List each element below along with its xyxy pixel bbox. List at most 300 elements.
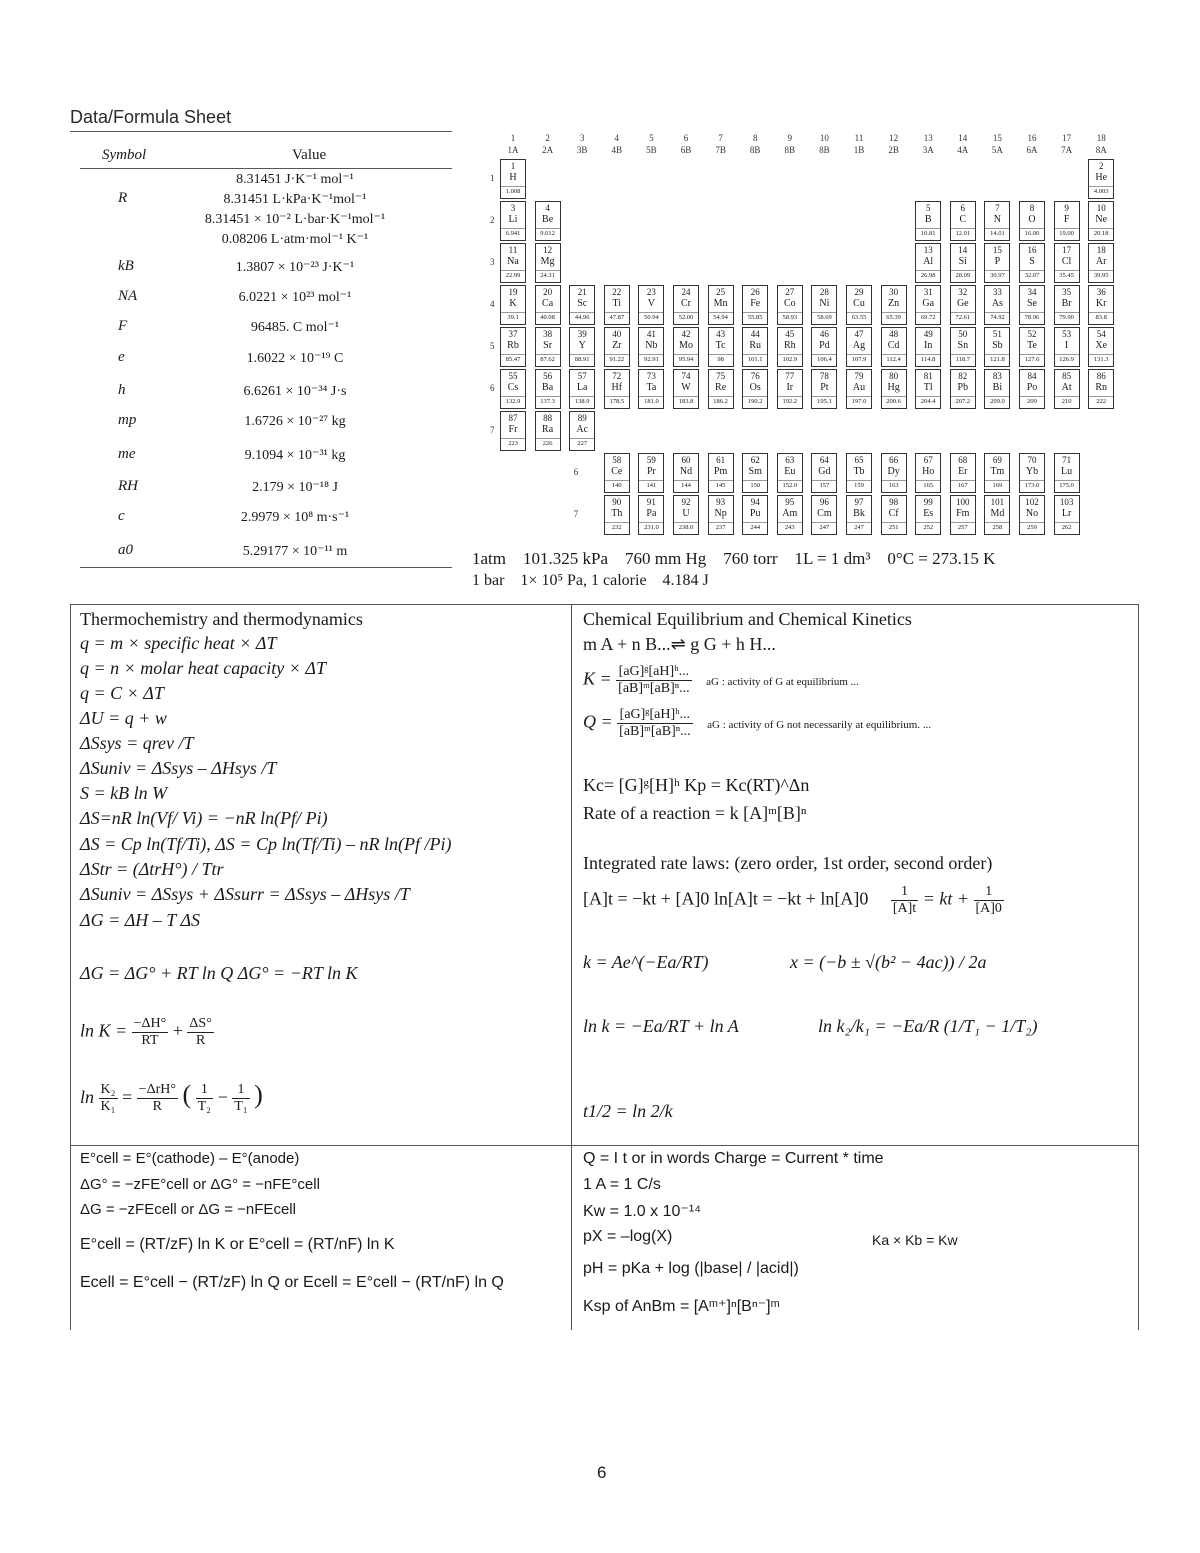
element-symbol: Na <box>507 256 519 267</box>
element-symbol: Hf <box>611 382 623 393</box>
atomic-mass: 223 <box>501 438 525 449</box>
element-cell <box>708 327 734 367</box>
element-cell <box>500 159 526 199</box>
atomic-mass: 24.31 <box>536 270 560 281</box>
atomic-number: 62 <box>750 455 760 465</box>
element-cell <box>915 285 941 325</box>
element-symbol: As <box>991 298 1003 309</box>
atomic-mass: 26.98 <box>916 270 940 281</box>
element-cell <box>811 453 837 493</box>
element-cell <box>881 453 907 493</box>
atomic-number: 9 <box>1064 203 1069 213</box>
group-number: 11 <box>854 133 864 143</box>
element-cell <box>1088 243 1114 283</box>
thermo-formula-line: ΔSuniv = ΔSsys – ΔHsys /T <box>80 758 277 778</box>
minus-sign: − <box>217 1087 228 1107</box>
atomic-number: 53 <box>1062 329 1072 339</box>
element-cell <box>604 285 630 325</box>
f-block-row-label: 7 <box>573 509 579 519</box>
constant-value: 8.31451 × 10⁻² L·bar·K⁻¹mol⁻¹ <box>204 212 386 227</box>
element-cell <box>984 369 1010 409</box>
element-symbol: He <box>1095 172 1108 183</box>
element-cell <box>535 201 561 241</box>
atomic-mass: 157 <box>812 480 836 491</box>
atomic-number: 54 <box>1096 329 1106 339</box>
element-symbol: Pd <box>819 340 830 351</box>
frac-den: [A]t <box>892 901 917 916</box>
atomic-mass: 259 <box>1020 522 1044 533</box>
atomic-number: 102 <box>1025 497 1039 507</box>
electrochem-formula-line: E°cell = (RT/zF) ln K or E°cell = (RT/nF) ln K <box>80 1236 395 1253</box>
atomic-mass: 65.39 <box>882 312 906 323</box>
frac-den: [aB]ᵐ[aB]ⁿ... <box>618 681 690 696</box>
atomic-mass: 251 <box>882 522 906 533</box>
constant-value: 1.6726 × 10⁻²⁷ kg <box>244 414 346 429</box>
group-number: 18 <box>1096 133 1106 143</box>
element-symbol: Tl <box>923 382 933 393</box>
period-number: 6 <box>490 383 495 393</box>
atomic-number: 19 <box>508 287 518 297</box>
integrated-rate-laws <box>583 884 1004 917</box>
atomic-number: 84 <box>1027 371 1037 381</box>
thermo-formula-line: q = n × molar heat capacity × ΔT <box>80 658 326 678</box>
element-symbol: Tb <box>853 466 865 477</box>
atomic-number: 37 <box>508 329 518 339</box>
frac-den: [aB]ᵐ[aB]ⁿ... <box>619 724 691 739</box>
thermo-formula-line: ΔSuniv = ΔSsys + ΔSsurr = ΔSsys – ΔHsys /T <box>80 884 410 904</box>
period-number: 5 <box>490 341 495 351</box>
element-cell <box>915 495 941 535</box>
element-cell <box>742 453 768 493</box>
group-number: 12 <box>889 133 899 143</box>
element-symbol: Cd <box>887 340 900 351</box>
element-cell <box>742 495 768 535</box>
element-cell <box>569 327 595 367</box>
group-label: 8B <box>749 145 761 155</box>
element-cell <box>950 369 976 409</box>
constant-value: 8.31451 J·K⁻¹ mol⁻¹ <box>236 172 354 187</box>
atomic-mass: 58.69 <box>812 312 836 323</box>
element-cell <box>984 243 1010 283</box>
element-cell <box>569 285 595 325</box>
element-cell <box>915 243 941 283</box>
quadratic-formula: x = (−b ± √(b² − 4ac)) / 2a <box>790 952 987 972</box>
element-symbol: Ca <box>542 298 554 309</box>
element-cell <box>1019 243 1045 283</box>
element-symbol: Ag <box>852 340 866 351</box>
element-cell <box>1054 285 1080 325</box>
atomic-mass: 192.2 <box>778 396 802 407</box>
constant-symbol: me <box>118 446 136 462</box>
page-number: 6 <box>597 1463 607 1482</box>
rate-law: Rate of a reaction = k [A]ᵐ[B]ⁿ <box>583 803 807 823</box>
element-symbol: Ru <box>749 340 762 351</box>
element-symbol: K <box>509 298 517 309</box>
element-cell <box>569 369 595 409</box>
element-cell <box>535 369 561 409</box>
element-cell <box>708 453 734 493</box>
zero-first-order: [A]t = −kt + [A]0 ln[A]t = −kt + ln[A]0 <box>583 888 869 909</box>
constant-value: 2.9979 × 10⁸ m·s⁻¹ <box>240 510 350 525</box>
atomic-number: 49 <box>923 329 933 339</box>
element-cell <box>777 453 803 493</box>
atomic-mass: 131.3 <box>1089 354 1113 365</box>
frac-den: K₁ <box>100 1099 116 1115</box>
element-symbol: Dy <box>887 466 900 477</box>
element-cell <box>811 285 837 325</box>
atomic-mass: 47.87 <box>605 312 629 323</box>
element-cell <box>1019 201 1045 241</box>
element-symbol: Te <box>1027 340 1037 351</box>
element-cell <box>742 285 768 325</box>
constant-value: 1.6022 × 10⁻¹⁹ C <box>246 351 344 366</box>
atomic-mass: 237 <box>709 522 733 533</box>
frac-num: [aG]ᵍ[aH]ʰ... <box>617 707 693 724</box>
element-symbol: B <box>924 214 932 225</box>
element-symbol: Cs <box>507 382 519 393</box>
atomic-number: 43 <box>716 329 726 339</box>
element-symbol: Y <box>578 340 586 351</box>
header-value: Value <box>292 147 327 163</box>
element-cell <box>1054 327 1080 367</box>
atomic-mass: 186.2 <box>709 396 733 407</box>
arrhenius-log-form: ln k = −Ea/RT + ln A <box>583 1016 739 1036</box>
group-number: 2 <box>545 133 550 143</box>
vant-hoff-1-fraction-1 <box>132 1016 169 1049</box>
atomic-mass: 1.008 <box>501 186 525 197</box>
frac-num: 1 <box>196 1082 213 1099</box>
acid-base-formula-line: Ksp of AnBm = [Aᵐ⁺]ⁿ[Bⁿ⁻]ᵐ <box>583 1298 780 1315</box>
atomic-mass: 14.01 <box>985 228 1009 239</box>
equals-sign: = <box>122 1087 133 1107</box>
atomic-number: 88 <box>543 413 553 423</box>
atomic-number: 35 <box>1062 287 1072 297</box>
constant-value: 6.6261 × 10⁻³⁴ J·s <box>243 384 347 399</box>
group-label: 2B <box>888 145 899 155</box>
atomic-number: 59 <box>646 455 656 465</box>
element-cell <box>1054 495 1080 535</box>
element-cell <box>984 327 1010 367</box>
atomic-number: 25 <box>716 287 726 297</box>
element-symbol: Er <box>958 466 968 477</box>
atomic-mass: 35.45 <box>1055 270 1079 281</box>
electrochem-formula-line: E°cell = E°(cathode) – E°(anode) <box>80 1150 300 1167</box>
element-cell <box>881 327 907 367</box>
atomic-mass: 207.2 <box>951 396 975 407</box>
atomic-number: 81 <box>923 371 933 381</box>
atomic-number: 34 <box>1027 287 1037 297</box>
frac-num: 1 <box>891 884 918 901</box>
element-symbol: C <box>959 214 967 225</box>
atomic-number: 57 <box>577 371 587 381</box>
element-cell <box>950 495 976 535</box>
constant-symbol: NA <box>118 288 138 304</box>
element-cell <box>535 411 561 451</box>
atomic-mass: 72.61 <box>951 312 975 323</box>
k-ratio-fraction <box>99 1082 118 1115</box>
atomic-mass: 238.0 <box>674 522 698 533</box>
element-symbol: Co <box>783 298 796 309</box>
group-label: 1B <box>853 145 865 155</box>
electrochem-formula-line: ΔG = −zFEcell or ΔG = −nFEcell <box>80 1201 296 1218</box>
atomic-mass: 91.22 <box>605 354 629 365</box>
atomic-number: 46 <box>819 329 829 339</box>
group-label: 2A <box>542 145 554 155</box>
atomic-number: 13 <box>923 245 933 255</box>
element-cell <box>777 369 803 409</box>
element-symbol: Re <box>715 382 727 393</box>
element-symbol: Cm <box>817 508 832 519</box>
element-symbol: Rb <box>507 340 519 351</box>
period-number: 1 <box>490 173 495 183</box>
atomic-mass: 244 <box>743 522 767 533</box>
atomic-number: 8 <box>1029 203 1035 213</box>
element-cell <box>950 243 976 283</box>
frac-den: RT <box>141 1033 159 1048</box>
atomic-number: 71 <box>1062 455 1072 465</box>
atomic-mass: 52.00 <box>674 312 698 323</box>
group-number: 14 <box>958 133 968 143</box>
vant-hoff-1-lhs: ln K = <box>80 1020 128 1041</box>
period-number: 7 <box>490 425 495 435</box>
atomic-number: 70 <box>1027 455 1037 465</box>
group-number: 5 <box>649 133 654 143</box>
thermo-formula-line: ΔG = ΔG° + RT ln Q ΔG° = −RT ln K <box>80 963 358 983</box>
atomic-number: 93 <box>716 497 726 507</box>
element-symbol: Ti <box>612 298 622 309</box>
element-symbol: Ge <box>956 298 969 309</box>
atomic-mass: 32.07 <box>1020 270 1044 281</box>
atomic-mass: 6.941 <box>501 228 525 239</box>
thermo-formula-line: ΔS = Cp ln(Tf/Ti), ΔS = Cp ln(Tf/Ti) – nR ln(Pf /Pi) <box>80 834 452 854</box>
atomic-mass: 22.99 <box>501 270 525 281</box>
unit-conversions-line-1: 1atm 101.325 kPa 760 mm Hg 760 torr 1L = 1 dm³ 0°C = 273.15 K <box>472 549 996 568</box>
element-symbol: Cl <box>1061 256 1072 267</box>
element-symbol: Th <box>611 508 623 519</box>
atomic-number: 18 <box>1096 245 1106 255</box>
acid-base-formula-line: Q = I t or in words Charge = Current * time <box>583 1150 884 1167</box>
constant-symbol: R <box>118 190 128 206</box>
element-cell <box>984 285 1010 325</box>
element-symbol: I <box>1064 340 1069 351</box>
electrochem-formula-line: ΔG° = −zFE°cell or ΔG° = −nFE°cell <box>80 1176 320 1193</box>
atomic-mass: 226 <box>536 438 560 449</box>
element-cell <box>811 327 837 367</box>
thermo-formula-line: ΔU = q + w <box>80 708 167 728</box>
atomic-mass: 145 <box>709 480 733 491</box>
atomic-mass: 20.18 <box>1089 228 1113 239</box>
group-label: 6B <box>680 145 692 155</box>
element-symbol: Fr <box>508 424 518 435</box>
frac-den: T₁ <box>234 1099 248 1115</box>
element-symbol: Kr <box>1095 298 1107 309</box>
atomic-mass: 200.6 <box>882 396 906 407</box>
thermo-formula-line: ΔS=nR ln(Vf/ Vi) = −nR ln(Pf/ Pi) <box>80 808 328 828</box>
thermo-formula-line: ΔStr = (ΔtrH°) / Ttr <box>80 859 224 879</box>
atomic-mass: 232 <box>605 522 629 533</box>
f-block-row-label: 6 <box>573 467 579 477</box>
element-symbol: Br <box>1061 298 1072 309</box>
atomic-number: 20 <box>543 287 553 297</box>
atomic-mass: 169 <box>985 480 1009 491</box>
element-cell <box>673 495 699 535</box>
atomic-mass: 197.0 <box>847 396 871 407</box>
atomic-mass: 98 <box>709 354 733 365</box>
element-cell <box>1088 285 1114 325</box>
atomic-mass: 107.9 <box>847 354 871 365</box>
element-symbol: Am <box>782 508 798 519</box>
element-symbol: Sm <box>748 466 762 477</box>
element-cell <box>535 243 561 283</box>
element-cell <box>846 327 872 367</box>
element-cell <box>500 327 526 367</box>
element-symbol: Nb <box>645 340 658 351</box>
acid-base-formula-line: Kw = 1.0 x 10⁻¹⁴ <box>583 1203 702 1220</box>
atomic-mass: 150 <box>743 480 767 491</box>
half-life-formula: t1/2 = ln 2/k <box>583 1101 673 1121</box>
atomic-mass: 10.81 <box>916 228 940 239</box>
group-number: 8 <box>752 133 758 143</box>
element-symbol: Ra <box>542 424 554 435</box>
atomic-mass: 167 <box>951 480 975 491</box>
element-cell <box>846 495 872 535</box>
element-cell <box>1019 285 1045 325</box>
atomic-number: 29 <box>854 287 864 297</box>
atomic-number: 44 <box>750 329 760 339</box>
group-label: 4B <box>611 145 623 155</box>
element-symbol: Ga <box>922 298 935 309</box>
element-symbol: Rh <box>783 340 796 351</box>
atomic-number: 47 <box>854 329 864 339</box>
atomic-mass: 87.62 <box>536 354 560 365</box>
atomic-number: 50 <box>958 329 968 339</box>
atomic-number: 26 <box>750 287 760 297</box>
group-label: 7B <box>715 145 726 155</box>
element-cell <box>811 495 837 535</box>
element-symbol: Be <box>542 214 554 225</box>
element-symbol: Au <box>852 382 866 393</box>
element-symbol: Mo <box>679 340 693 351</box>
two-point-arrhenius: ln k₂/k₁ = −Ea/R (1/T₁ − 1/T₂) <box>818 1016 1038 1036</box>
atomic-number: 4 <box>545 203 550 213</box>
element-cell <box>500 243 526 283</box>
atomic-number: 85 <box>1062 371 1072 381</box>
atomic-mass: 88.91 <box>570 354 594 365</box>
group-label: 3A <box>922 145 934 155</box>
atomic-mass: 50.94 <box>639 312 663 323</box>
group-label: 8B <box>784 145 796 155</box>
constant-symbol: c <box>118 508 125 524</box>
element-symbol: Cf <box>888 508 899 519</box>
atomic-mass: 40.08 <box>536 312 560 323</box>
atomic-number: 14 <box>958 245 968 255</box>
atomic-mass: 58.93 <box>778 312 802 323</box>
atomic-number: 97 <box>854 497 864 507</box>
element-symbol: Eu <box>784 466 796 477</box>
atomic-mass: 102.9 <box>778 354 802 365</box>
element-symbol: Ce <box>611 466 623 477</box>
atomic-number: 87 <box>508 413 518 423</box>
element-cell <box>1054 243 1080 283</box>
element-symbol: Fe <box>750 298 761 309</box>
constant-value: 8.31451 L·kPa·K⁻¹mol⁻¹ <box>223 192 367 207</box>
vant-hoff-equation-1 <box>80 1016 214 1049</box>
group-number: 15 <box>992 133 1002 143</box>
element-cell <box>638 453 664 493</box>
element-cell <box>638 369 664 409</box>
element-symbol: At <box>1061 382 1072 393</box>
group-number: 6 <box>683 133 689 143</box>
element-symbol: Pm <box>713 466 728 477</box>
element-symbol: No <box>1025 508 1039 519</box>
atomic-mass: 74.92 <box>985 312 1009 323</box>
atomic-mass: 247 <box>812 522 836 533</box>
atomic-mass: 63.55 <box>847 312 871 323</box>
atomic-mass: 79.90 <box>1055 312 1079 323</box>
atomic-number: 68 <box>958 455 968 465</box>
atomic-mass: 83.8 <box>1089 312 1113 323</box>
atomic-number: 41 <box>646 329 656 339</box>
atomic-number: 45 <box>785 329 795 339</box>
atomic-number: 6 <box>960 203 966 213</box>
element-cell <box>742 327 768 367</box>
element-cell <box>950 327 976 367</box>
element-symbol: U <box>682 508 690 519</box>
atomic-number: 100 <box>956 497 970 507</box>
element-symbol: Rn <box>1095 382 1108 393</box>
element-cell <box>811 369 837 409</box>
element-symbol: Al <box>923 256 934 267</box>
element-cell <box>604 453 630 493</box>
element-symbol: Pu <box>749 508 761 519</box>
atomic-number: 24 <box>681 287 691 297</box>
group-number: 17 <box>1062 133 1072 143</box>
element-cell <box>777 495 803 535</box>
element-cell <box>708 285 734 325</box>
atomic-mass: 209 <box>1020 396 1044 407</box>
atomic-number: 2 <box>1098 161 1104 171</box>
atomic-number: 21 <box>577 287 587 297</box>
atomic-number: 77 <box>785 371 795 381</box>
atomic-mass: 106.4 <box>812 354 836 365</box>
element-cell <box>500 201 526 241</box>
acid-base-formula-line: pH = pKa + log (|base| / |acid|) <box>583 1260 799 1277</box>
general-reaction: m A + n B...⇌ g G + h H... <box>583 634 776 654</box>
atomic-number: 27 <box>785 287 795 297</box>
element-symbol: Bi <box>992 382 1003 393</box>
plus-sign: + <box>172 1020 183 1041</box>
atomic-number: 56 <box>543 371 553 381</box>
integrated-rate-laws-heading: Integrated rate laws: (zero order, 1st order, second order) <box>583 853 993 873</box>
reaction-quotient-expression <box>583 707 931 740</box>
thermo-formula-line: q = C × ΔT <box>80 683 164 703</box>
frac-num: [aG]ᵍ[aH]ʰ... <box>616 664 692 681</box>
element-symbol: Ne <box>1095 214 1108 225</box>
formula-grid-vertical-divider <box>571 604 572 1330</box>
atomic-number: 11 <box>508 245 518 255</box>
atomic-mass: 44.96 <box>570 312 594 323</box>
atomic-number: 76 <box>750 371 760 381</box>
group-label: 3B <box>576 145 588 155</box>
atomic-number: 99 <box>923 497 933 507</box>
periodic-table <box>490 131 1120 537</box>
group-number: 4 <box>614 133 620 143</box>
constant-value: 5.29177 × 10⁻¹¹ m <box>242 544 348 559</box>
atomic-mass: 30.97 <box>985 270 1009 281</box>
element-symbol: Pb <box>957 382 969 393</box>
element-symbol: Lr <box>1061 508 1072 519</box>
atomic-mass: 210 <box>1055 396 1079 407</box>
